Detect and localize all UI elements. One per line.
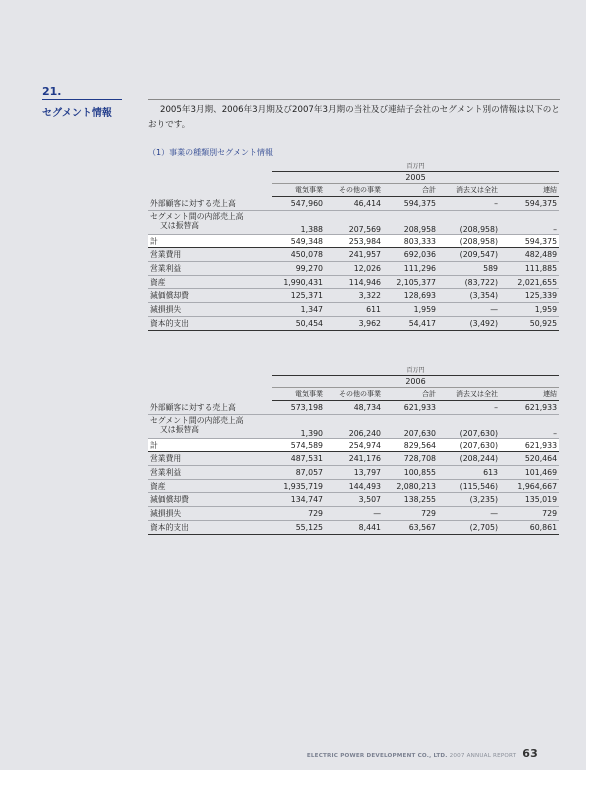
value-cell: 1,390 — [272, 414, 325, 438]
value-cell: 594,375 — [500, 197, 559, 211]
value-cell: 829,564 — [383, 438, 438, 452]
row-label — [148, 248, 272, 262]
table-row — [148, 466, 559, 480]
column-header: 連結 — [500, 184, 559, 197]
row-label-text: 外部顧客に対する売上高 — [150, 402, 236, 412]
value-cell: — — [438, 303, 500, 317]
table-row — [148, 303, 559, 317]
value-cell: – — [500, 414, 559, 438]
value-cell: 206,240 — [325, 414, 383, 438]
value-cell: 728,708 — [383, 452, 438, 466]
value-cell: 594,375 — [383, 197, 438, 211]
segment-table — [148, 363, 559, 535]
table-row — [148, 197, 559, 211]
value-cell: 125,339 — [500, 289, 559, 303]
column-header: 合計 — [383, 184, 438, 197]
year-header: 2006 — [272, 376, 559, 388]
row-label-text: 資産 — [150, 277, 166, 287]
column-header: 連結 — [500, 388, 559, 401]
value-cell: 253,984 — [325, 234, 383, 248]
value-cell: 803,333 — [383, 234, 438, 248]
value-cell: (207,630) — [438, 414, 500, 438]
value-cell: 114,946 — [325, 275, 383, 289]
table-row — [148, 520, 559, 534]
value-cell: 241,957 — [325, 248, 383, 262]
table-row — [148, 507, 559, 521]
value-cell: 574,589 — [272, 438, 325, 452]
value-cell: 3,962 — [325, 316, 383, 330]
row-label-text: 減損損失 — [150, 304, 182, 314]
spacer-cell — [148, 184, 272, 197]
row-label — [148, 507, 272, 521]
subheading: （1）事業の種類別セグメント情報 — [148, 148, 274, 157]
row-label-text: セグメント間の内部売上高 — [150, 211, 244, 221]
value-cell: 128,693 — [383, 289, 438, 303]
row-label — [148, 466, 272, 480]
table-row — [148, 210, 559, 234]
table-row — [148, 438, 559, 452]
row-label — [148, 493, 272, 507]
value-cell: (209,547) — [438, 248, 500, 262]
table-row — [148, 479, 559, 493]
spacer-cell — [148, 172, 272, 184]
value-cell: 48,734 — [325, 401, 383, 415]
value-cell: (208,244) — [438, 452, 500, 466]
row-label-text: 計 — [150, 440, 158, 450]
section-number: 21. — [42, 85, 62, 98]
value-cell: 729 — [383, 507, 438, 521]
value-cell: 1,964,667 — [500, 479, 559, 493]
spacer-cell — [148, 159, 272, 172]
value-cell: 573,198 — [272, 401, 325, 415]
value-cell: 254,974 — [325, 438, 383, 452]
table-row — [148, 275, 559, 289]
value-cell: 241,176 — [325, 452, 383, 466]
value-cell: 1,347 — [272, 303, 325, 317]
value-cell: 12,026 — [325, 262, 383, 276]
value-cell: – — [438, 197, 500, 211]
value-cell: – — [438, 401, 500, 415]
value-cell: 729 — [272, 507, 325, 521]
value-cell: 547,960 — [272, 197, 325, 211]
value-cell: 13,797 — [325, 466, 383, 480]
spacer-cell — [148, 388, 272, 401]
table-row — [148, 493, 559, 507]
section-title: セグメント情報 — [42, 108, 112, 119]
column-header: 消去又は全社 — [438, 388, 500, 401]
row-label — [148, 197, 272, 211]
value-cell: 2,021,655 — [500, 275, 559, 289]
value-cell: 729 — [500, 507, 559, 521]
row-label-text: 外部顧客に対する売上高 — [150, 198, 236, 208]
value-cell: 111,885 — [500, 262, 559, 276]
value-cell: 594,375 — [500, 234, 559, 248]
value-cell: 621,933 — [500, 401, 559, 415]
row-label-text: 計 — [150, 236, 158, 246]
table-row — [148, 414, 559, 438]
table-row — [148, 262, 559, 276]
value-cell: 450,078 — [272, 248, 325, 262]
row-label — [148, 234, 272, 248]
row-label-text: 資本的支出 — [150, 522, 189, 532]
row-label-text: 営業利益 — [150, 467, 182, 477]
value-cell: 589 — [438, 262, 500, 276]
value-cell: 60,861 — [500, 520, 559, 534]
row-label — [148, 401, 272, 415]
page-number: 63 — [522, 747, 538, 760]
row-label — [148, 438, 272, 452]
value-cell: 87,057 — [272, 466, 325, 480]
table-row — [148, 316, 559, 330]
table-row — [148, 452, 559, 466]
value-cell: 1,388 — [272, 210, 325, 234]
value-cell: (3,354) — [438, 289, 500, 303]
value-cell: (2,705) — [438, 520, 500, 534]
value-cell: 101,469 — [500, 466, 559, 480]
table-row — [148, 401, 559, 415]
value-cell: (115,546) — [438, 479, 500, 493]
value-cell: 207,569 — [325, 210, 383, 234]
row-label — [148, 289, 272, 303]
segment-table — [148, 159, 559, 331]
value-cell: 134,747 — [272, 493, 325, 507]
row-label — [148, 520, 272, 534]
column-header: 電気事業 — [272, 184, 325, 197]
row-label-text: 減損損失 — [150, 508, 182, 518]
value-cell: 3,507 — [325, 493, 383, 507]
spacer-cell — [148, 376, 272, 388]
page-footer — [307, 747, 538, 760]
value-cell: (207,630) — [438, 438, 500, 452]
row-label — [148, 303, 272, 317]
value-cell: 54,417 — [383, 316, 438, 330]
row-label-text: セグメント間の内部売上高 — [150, 415, 244, 425]
row-label — [148, 479, 272, 493]
segment-table-2005 — [148, 159, 559, 331]
unit-label: 百万円 — [406, 366, 425, 374]
value-cell: 8,441 — [325, 520, 383, 534]
value-cell: 1,959 — [500, 303, 559, 317]
value-cell: – — [500, 210, 559, 234]
value-cell: 482,489 — [500, 248, 559, 262]
row-label-text: 減価償却費 — [150, 291, 189, 301]
value-cell: 1,959 — [383, 303, 438, 317]
value-cell: (3,492) — [438, 316, 500, 330]
column-header: その他の事業 — [325, 388, 383, 401]
footer-report: 2007 ANNUAL REPORT — [449, 753, 517, 759]
table-row — [148, 248, 559, 262]
value-cell: 692,036 — [383, 248, 438, 262]
column-header: その他の事業 — [325, 184, 383, 197]
value-cell: 611 — [325, 303, 383, 317]
row-label — [148, 210, 272, 234]
row-label-text-2: 又は振替高 — [160, 220, 199, 230]
column-header: 消去又は全社 — [438, 184, 500, 197]
spacer-cell — [148, 363, 272, 376]
row-label-text: 資本的支出 — [150, 318, 189, 328]
value-cell: 144,493 — [325, 479, 383, 493]
footer-company: ELECTRIC POWER DEVELOPMENT CO., LTD. — [306, 753, 448, 759]
value-cell: 207,630 — [383, 414, 438, 438]
section-rule — [42, 99, 122, 100]
value-cell: 1,935,719 — [272, 479, 325, 493]
value-cell: 135,019 — [500, 493, 559, 507]
value-cell: (208,958) — [438, 210, 500, 234]
value-cell: (3,235) — [438, 493, 500, 507]
row-label-text: 減価償却費 — [150, 495, 189, 505]
value-cell: — — [325, 507, 383, 521]
value-cell: 520,464 — [500, 452, 559, 466]
table-row — [148, 289, 559, 303]
value-cell: 100,855 — [383, 466, 438, 480]
value-cell: (208,958) — [438, 234, 500, 248]
value-cell: 549,348 — [272, 234, 325, 248]
value-cell: 2,080,213 — [383, 479, 438, 493]
table-row — [148, 234, 559, 248]
row-label-text: 営業費用 — [150, 454, 182, 464]
value-cell: 50,454 — [272, 316, 325, 330]
value-cell: 138,255 — [383, 493, 438, 507]
value-cell: 125,371 — [272, 289, 325, 303]
row-label-text-2: 又は振替高 — [160, 424, 199, 434]
value-cell: 99,270 — [272, 262, 325, 276]
year-header: 2005 — [272, 172, 559, 184]
value-cell: 3,322 — [325, 289, 383, 303]
value-cell: — — [438, 507, 500, 521]
unit-label: 百万円 — [406, 162, 425, 170]
row-label-text: 営業利益 — [150, 263, 182, 273]
value-cell: (83,722) — [438, 275, 500, 289]
row-label — [148, 275, 272, 289]
value-cell: 1,990,431 — [272, 275, 325, 289]
column-header: 合計 — [383, 388, 438, 401]
row-label-text: 営業費用 — [150, 250, 182, 260]
value-cell: 63,567 — [383, 520, 438, 534]
body-rule — [148, 99, 560, 100]
row-label-text: 資産 — [150, 481, 166, 491]
value-cell: 46,414 — [325, 197, 383, 211]
row-label — [148, 262, 272, 276]
segment-table-2006 — [148, 363, 559, 535]
value-cell: 111,296 — [383, 262, 438, 276]
value-cell: 208,958 — [383, 210, 438, 234]
column-header: 電気事業 — [272, 388, 325, 401]
intro-paragraph: 2005年3月期、2006年3月期及び2007年3月期の当社及び連結子会社のセグメント別の情報は以下のとおりです。 — [148, 105, 560, 130]
value-cell: 50,925 — [500, 316, 559, 330]
row-label — [148, 316, 272, 330]
value-cell: 2,105,377 — [383, 275, 438, 289]
value-cell: 55,125 — [272, 520, 325, 534]
value-cell: 621,933 — [500, 438, 559, 452]
row-label — [148, 452, 272, 466]
value-cell: 621,933 — [383, 401, 438, 415]
value-cell: 487,531 — [272, 452, 325, 466]
value-cell: 613 — [438, 466, 500, 480]
row-label — [148, 414, 272, 438]
